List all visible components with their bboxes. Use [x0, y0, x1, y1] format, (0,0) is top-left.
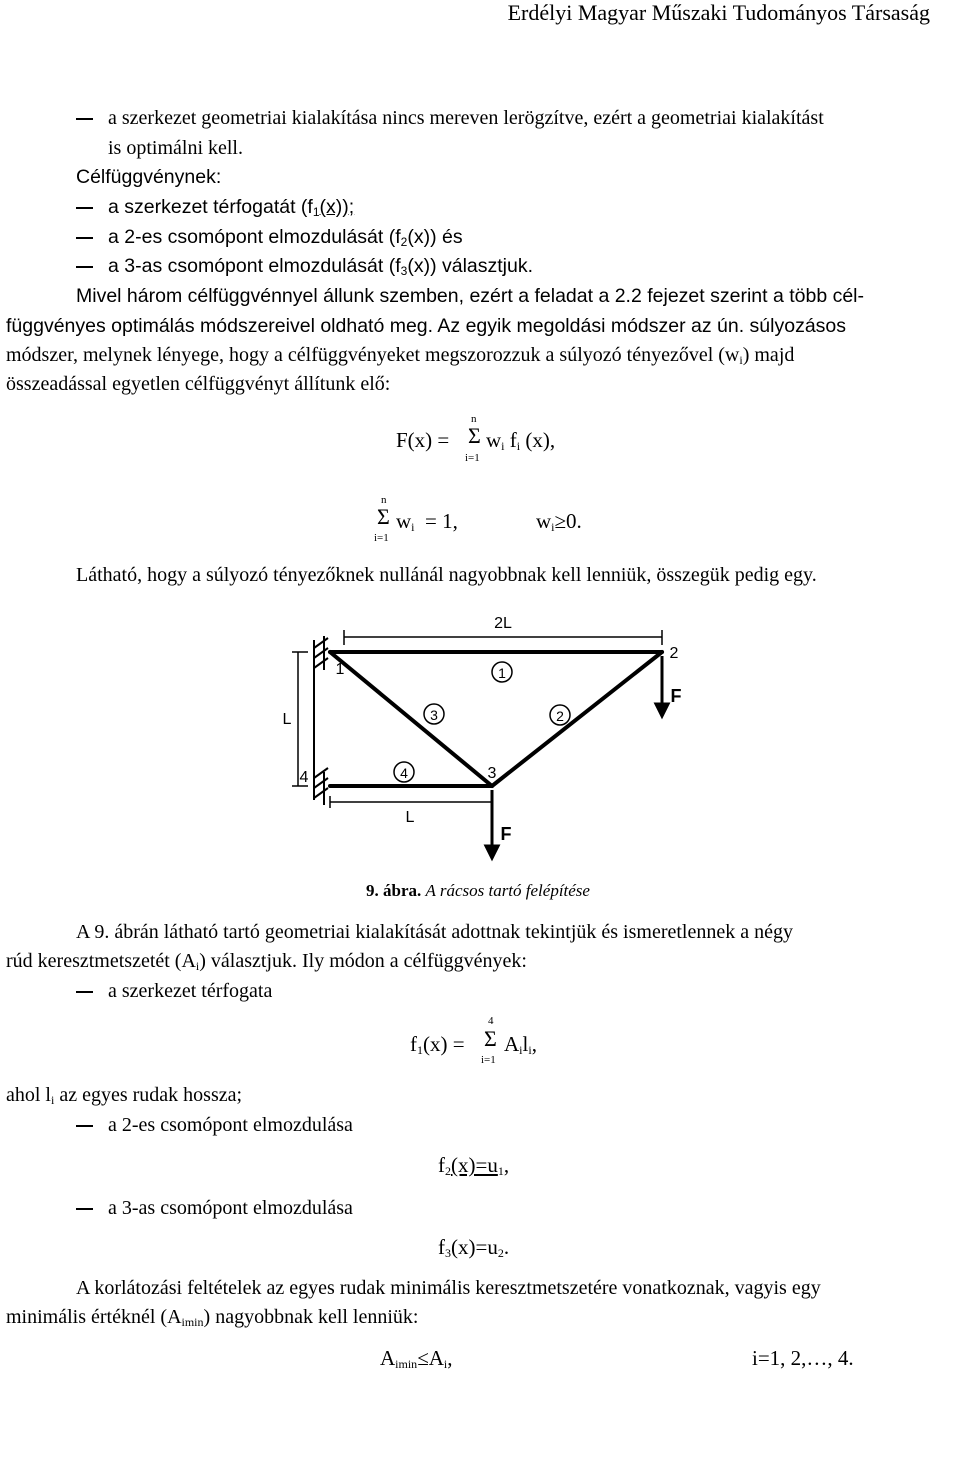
eq1-lhs: F(x) =: [396, 428, 450, 452]
list-dash: [76, 118, 93, 120]
paragraph-line: módszer, melynek lényege, hogy a célfüggvényeket megszorozzuk a súlyozó tényezővel $(w_i)$ majd: [6, 344, 795, 367]
list-item: a 2-es csomópont elmozdulását $(f_2(x))$ és: [108, 226, 463, 249]
list-dash: [76, 266, 93, 268]
label-celfuggvenynek: Célfüggvénynek:: [76, 166, 222, 188]
paragraph-line: minimális értéknél $(A_{imin})$ nagyobbnak kell lenniük:: [6, 1306, 419, 1329]
force-bottom-label: F: [500, 824, 512, 844]
node-4-label: 4: [299, 769, 309, 786]
truss-diagram: [278, 600, 686, 868]
list-dash: [76, 1125, 93, 1127]
eq6-constraint: $A_{imin}\le A_i$,: [380, 1346, 453, 1371]
eq5: $f_3(x)=u_2$.: [438, 1235, 510, 1260]
bar-1-label: 1: [498, 665, 506, 681]
eq2-body: $w_i = 1$,: [396, 509, 458, 534]
eq3-upper-limit: 4: [488, 1015, 494, 1027]
node-2-label: 2: [669, 645, 679, 662]
eq2-upper-limit: n: [381, 494, 387, 506]
eq1-lower-limit: i=1: [465, 452, 480, 464]
eq3-rhs: $A_il_i$,: [504, 1032, 537, 1057]
force-right-label: F: [670, 686, 682, 706]
dim-left-label: L: [282, 711, 292, 728]
list-item: a szerkezet geometriai kialakítása nincs mereven lerögzítve, ezért a geometriai kialakítást: [108, 107, 824, 129]
dim-top-label: 2L: [494, 615, 512, 632]
paragraph-line: Mivel három célfüggvénnyel állunk szemben, ezért a feladat a 2.2 fejezet szerint a több cél-: [76, 285, 865, 307]
ahol-line: ahol $l_i$ az egyes rudak hossza;: [6, 1084, 243, 1107]
truss-figure: [278, 600, 686, 868]
eq3-sigma: Σ: [484, 1026, 497, 1051]
figure-caption: 9. ábra. A rácsos tartó felépítése: [366, 881, 590, 900]
paragraph-line: rúd keresztmetszetét $(A_i)$ választjuk. Ily módon a célfüggvények:: [6, 950, 527, 973]
node-1-label: 1: [335, 661, 345, 678]
list-item: a szerkezet térfogatát $(f_1(x))$;: [108, 196, 355, 219]
dim-bottom-label: L: [405, 809, 415, 826]
bar-3-label: 3: [430, 707, 438, 723]
list-item: a 3-as csomópont elmozdulása: [108, 1197, 353, 1219]
bar-4-label: 4: [400, 765, 408, 781]
paragraph-line: A korlátozási feltételek az egyes rudak minimális keresztmetszetére vonatkoznak, vagyis egy: [76, 1277, 821, 1299]
list-dash: [76, 991, 93, 993]
bar-2-label: 2: [556, 708, 564, 724]
list-dash: [76, 1208, 93, 1210]
eq6-range: i=1, 2,…, 4.: [752, 1346, 854, 1370]
paragraph-line: Látható, hogy a súlyozó tényezőknek nullánál nagyobbnak kell lenniük, összegük pedig egy.: [76, 564, 817, 586]
list-item: a 2-es csomópont elmozdulása: [108, 1114, 353, 1136]
eq2-condition: $w_i\ge 0$.: [536, 509, 582, 534]
eq1-upper-limit: n: [471, 413, 477, 425]
list-item: a szerkezet térfogata: [108, 980, 273, 1002]
list-dash: [76, 207, 93, 209]
list-dash: [76, 237, 93, 239]
eq4: $f_2(x)=u_1$,: [438, 1153, 510, 1178]
eq2-lower-limit: i=1: [374, 532, 389, 544]
eq2-sigma: Σ: [377, 504, 390, 529]
eq3-lower-limit: i=1: [481, 1054, 496, 1066]
node-3-label: 3: [487, 765, 497, 782]
paragraph-line: A 9. ábrán látható tartó geometriai kialakítását adottnak tekintjük és ismeretlennek a négy: [76, 921, 793, 943]
eq1-body: $w_i$ $f_i$ (x),: [486, 428, 556, 453]
list-item-cont: is optimálni kell.: [108, 137, 243, 159]
paragraph-line: összeadással egyetlen célfüggvényt állítunk elő:: [6, 373, 391, 395]
paragraph-line: függvényes optimálás módszereivel oldható meg. Az egyik megoldási módszer az ún. súlyozásos: [6, 315, 847, 337]
eq1-sigma: Σ: [468, 423, 481, 448]
eq3-lhs: $f_1(x)$ =: [410, 1032, 465, 1057]
page-header: Erdélyi Magyar Műszaki Tudományos Társaság: [507, 0, 930, 25]
list-item: a 3-as csomópont elmozdulását $(f_3(x))$ választjuk.: [108, 255, 534, 278]
